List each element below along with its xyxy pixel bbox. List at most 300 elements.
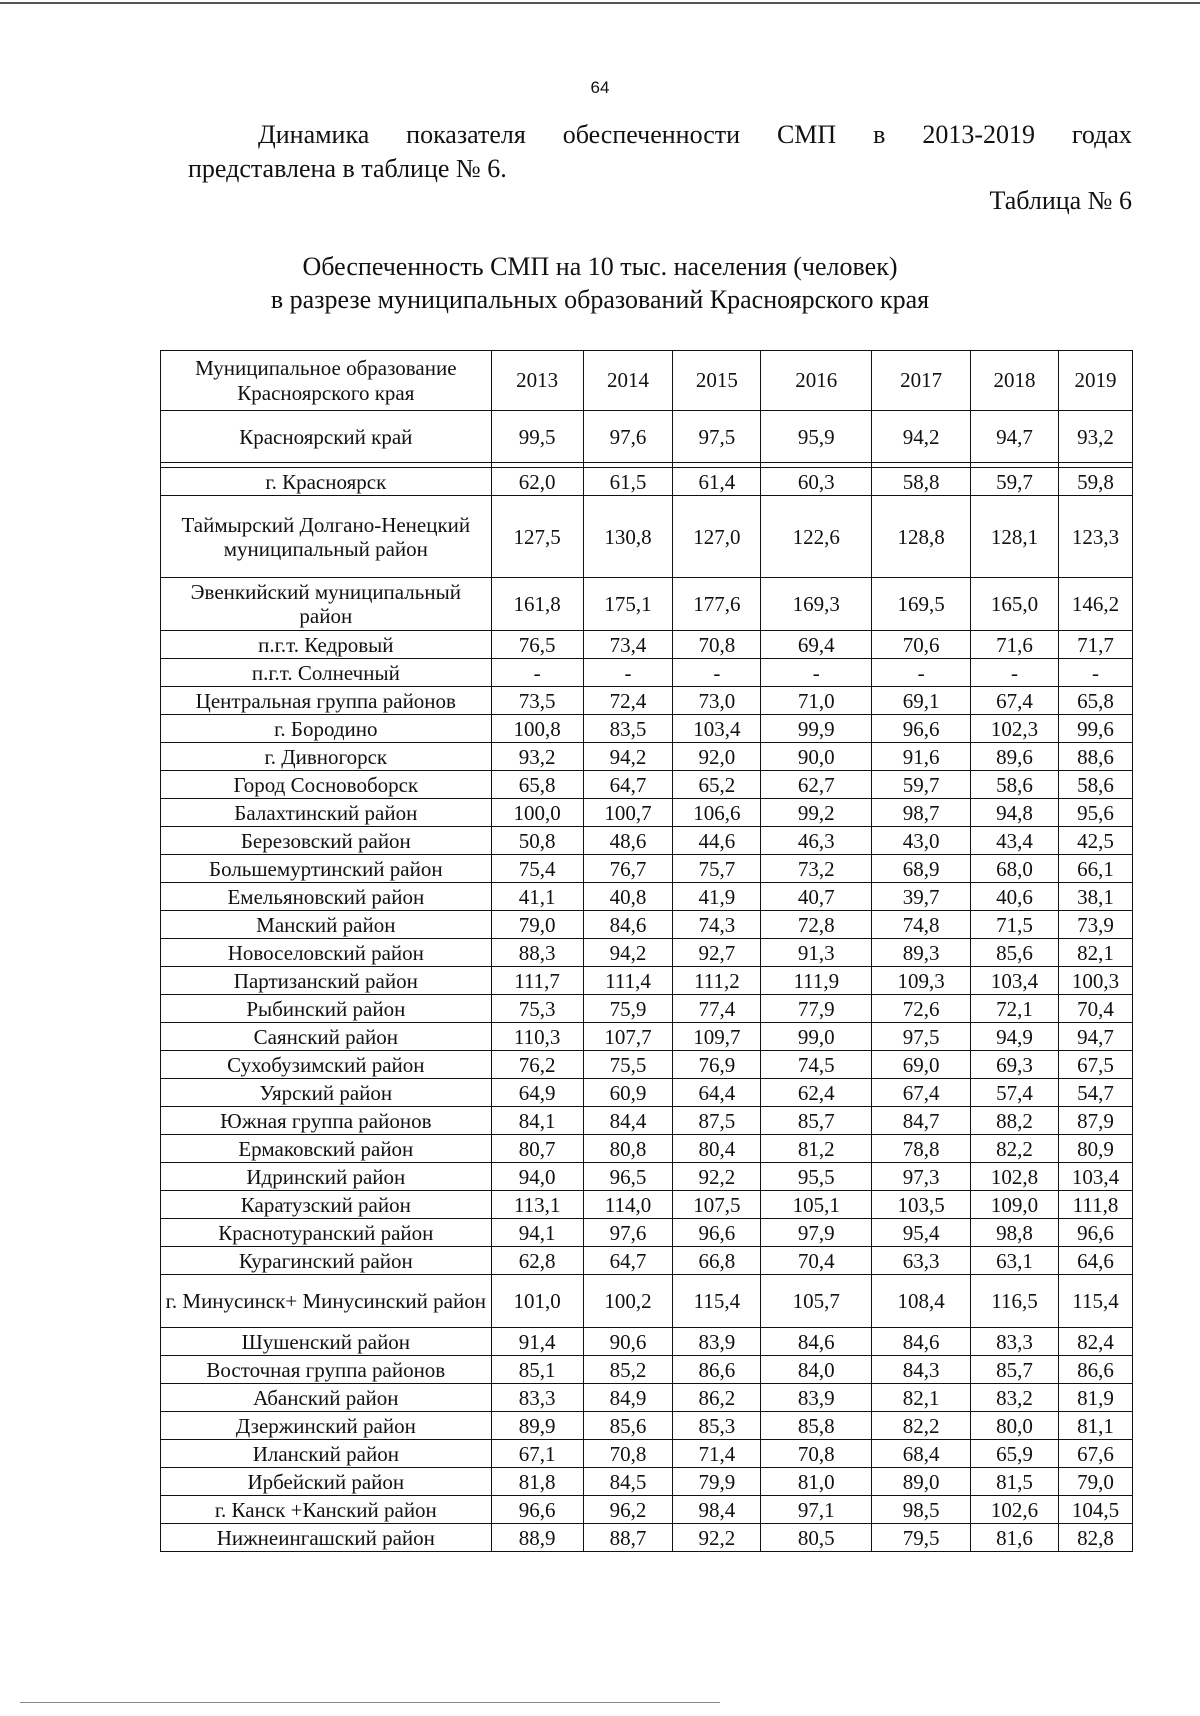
row-value: 70,8 <box>673 631 761 659</box>
table-row <box>161 687 1133 715</box>
row-name: Шушенский район <box>161 1328 492 1356</box>
row-value: 107,7 <box>583 1023 673 1051</box>
row-value: 93,2 <box>1059 411 1133 463</box>
header-year: 2016 <box>761 351 872 411</box>
row-value: 65,8 <box>1059 687 1133 715</box>
row-value: 84,7 <box>872 1107 971 1135</box>
row-value: 94,1 <box>491 1219 583 1247</box>
row-value: 111,9 <box>761 967 872 995</box>
row-value: 67,6 <box>1059 1440 1133 1468</box>
row-value: 91,3 <box>761 939 872 967</box>
row-value: 85,8 <box>761 1412 872 1440</box>
row-value: 123,3 <box>1059 496 1133 578</box>
row-name: Рыбинский район <box>161 995 492 1023</box>
row-value: 99,9 <box>761 715 872 743</box>
row-value: 77,9 <box>761 995 872 1023</box>
caption-line-1: Обеспеченность СМП на 10 тыс. населения (человек) <box>302 252 898 281</box>
row-value: 92,2 <box>673 1163 761 1191</box>
row-value: 85,3 <box>673 1412 761 1440</box>
row-value: 105,1 <box>761 1191 872 1219</box>
row-value: 41,1 <box>491 883 583 911</box>
row-value: 96,6 <box>673 1219 761 1247</box>
row-value: 74,5 <box>761 1051 872 1079</box>
row-value: 73,9 <box>1059 911 1133 939</box>
row-value: 39,7 <box>872 883 971 911</box>
table-row <box>161 827 1133 855</box>
row-value: 111,7 <box>491 967 583 995</box>
row-name: Иланский район <box>161 1440 492 1468</box>
row-value: 41,9 <box>673 883 761 911</box>
row-value: 79,5 <box>872 1524 971 1552</box>
row-value: 91,6 <box>872 743 971 771</box>
row-value: 78,8 <box>872 1135 971 1163</box>
header-year: 2013 <box>491 351 583 411</box>
row-value: 63,3 <box>872 1247 971 1275</box>
row-value: 98,4 <box>673 1496 761 1524</box>
row-name: Дзержинский район <box>161 1412 492 1440</box>
row-value: 83,9 <box>761 1384 872 1412</box>
table-row <box>161 967 1133 995</box>
row-value: 65,9 <box>971 1440 1059 1468</box>
row-value: 72,6 <box>872 995 971 1023</box>
row-value: 96,6 <box>491 1496 583 1524</box>
row-value: 85,7 <box>761 1107 872 1135</box>
row-value: 67,4 <box>872 1079 971 1107</box>
row-value: 98,7 <box>872 799 971 827</box>
table-row <box>161 743 1133 771</box>
row-value: 62,7 <box>761 771 872 799</box>
row-value: 68,4 <box>872 1440 971 1468</box>
row-value: 110,3 <box>491 1023 583 1051</box>
row-name: Идринский район <box>161 1163 492 1191</box>
row-value: 83,5 <box>583 715 673 743</box>
row-name: Большемуртинский район <box>161 855 492 883</box>
row-value: 83,9 <box>673 1328 761 1356</box>
row-name: Березовский район <box>161 827 492 855</box>
row-value: 100,8 <box>491 715 583 743</box>
row-value: 84,1 <box>491 1107 583 1135</box>
table-row <box>161 468 1133 496</box>
row-value: 62,4 <box>761 1079 872 1107</box>
row-value: 97,6 <box>583 411 673 463</box>
table-row <box>161 1440 1133 1468</box>
row-value: 69,1 <box>872 687 971 715</box>
row-name: п.г.т. Солнечный <box>161 659 492 687</box>
row-value: 102,8 <box>971 1163 1059 1191</box>
scan-top-border <box>0 2 1200 4</box>
row-name: Ермаковский район <box>161 1135 492 1163</box>
row-value: 75,7 <box>673 855 761 883</box>
row-value: 95,5 <box>761 1163 872 1191</box>
table-row <box>161 855 1133 883</box>
row-value: 58,8 <box>872 468 971 496</box>
row-value: 58,6 <box>971 771 1059 799</box>
row-value: 102,3 <box>971 715 1059 743</box>
row-value: 76,7 <box>583 855 673 883</box>
row-value: 95,6 <box>1059 799 1133 827</box>
row-value: 72,8 <box>761 911 872 939</box>
table-header <box>161 351 1133 411</box>
row-name: Балахтинский район <box>161 799 492 827</box>
row-value: 82,1 <box>1059 939 1133 967</box>
row-value: 79,9 <box>673 1468 761 1496</box>
row-value: 101,0 <box>491 1275 583 1328</box>
row-value: 71,7 <box>1059 631 1133 659</box>
row-value: 96,2 <box>583 1496 673 1524</box>
row-value: 74,8 <box>872 911 971 939</box>
row-value: 61,5 <box>583 468 673 496</box>
row-value: 80,0 <box>971 1412 1059 1440</box>
row-value: 67,4 <box>971 687 1059 715</box>
row-value: 113,1 <box>491 1191 583 1219</box>
row-value: 85,6 <box>583 1412 673 1440</box>
row-value: 59,7 <box>872 771 971 799</box>
row-value: 71,4 <box>673 1440 761 1468</box>
row-value: 169,5 <box>872 578 971 631</box>
row-value: 76,5 <box>491 631 583 659</box>
row-value: 63,1 <box>971 1247 1059 1275</box>
row-value: 68,0 <box>971 855 1059 883</box>
row-value: 103,4 <box>971 967 1059 995</box>
table-row <box>161 995 1133 1023</box>
header-year: 2018 <box>971 351 1059 411</box>
row-value: 95,9 <box>761 411 872 463</box>
row-name: г. Красноярск <box>161 468 492 496</box>
row-value: 109,7 <box>673 1023 761 1051</box>
row-name: г. Канск +Канский район <box>161 1496 492 1524</box>
row-value: 109,3 <box>872 967 971 995</box>
row-value: 73,2 <box>761 855 872 883</box>
table-row <box>161 771 1133 799</box>
row-value: 54,7 <box>1059 1079 1133 1107</box>
row-value: 94,7 <box>1059 1023 1133 1051</box>
intro-word: в <box>873 120 886 149</box>
scan-bottom-line <box>20 1702 720 1703</box>
row-value: 67,1 <box>491 1440 583 1468</box>
intro-word: годах <box>1071 120 1132 149</box>
row-value: 40,6 <box>971 883 1059 911</box>
row-value: 161,8 <box>491 578 583 631</box>
row-value: 76,9 <box>673 1051 761 1079</box>
row-value: 85,6 <box>971 939 1059 967</box>
row-name: Восточная группа районов <box>161 1356 492 1384</box>
row-value: 80,5 <box>761 1524 872 1552</box>
row-value: 80,4 <box>673 1135 761 1163</box>
row-value: 43,0 <box>872 827 971 855</box>
row-value: 64,9 <box>491 1079 583 1107</box>
row-name: Город Сосновоборск <box>161 771 492 799</box>
row-value: 103,4 <box>673 715 761 743</box>
row-value: 58,6 <box>1059 771 1133 799</box>
row-value: 69,0 <box>872 1051 971 1079</box>
row-value: 81,5 <box>971 1468 1059 1496</box>
row-name: Манский район <box>161 911 492 939</box>
row-value: 46,3 <box>761 827 872 855</box>
table-row <box>161 799 1133 827</box>
table-row <box>161 631 1133 659</box>
row-name: Каратузский район <box>161 1191 492 1219</box>
row-value: 73,4 <box>583 631 673 659</box>
table-row <box>161 1023 1133 1051</box>
row-value: 85,1 <box>491 1356 583 1384</box>
row-value: 73,5 <box>491 687 583 715</box>
table-row <box>161 1496 1133 1524</box>
row-value: 97,9 <box>761 1219 872 1247</box>
row-value: 177,6 <box>673 578 761 631</box>
row-value: 65,8 <box>491 771 583 799</box>
table-row <box>161 1384 1133 1412</box>
table-row <box>161 883 1133 911</box>
row-value: 88,3 <box>491 939 583 967</box>
row-value: 82,2 <box>971 1135 1059 1163</box>
row-value: 88,2 <box>971 1107 1059 1135</box>
row-value: 70,4 <box>1059 995 1133 1023</box>
row-value: 122,6 <box>761 496 872 578</box>
row-value: 85,2 <box>583 1356 673 1384</box>
row-value: 99,6 <box>1059 715 1133 743</box>
intro-word: обеспеченности <box>562 120 741 149</box>
row-value: 70,6 <box>872 631 971 659</box>
row-value: 67,5 <box>1059 1051 1133 1079</box>
row-value: 102,6 <box>971 1496 1059 1524</box>
row-value: - <box>761 659 872 687</box>
row-value: 100,7 <box>583 799 673 827</box>
row-value: 97,5 <box>673 411 761 463</box>
row-value: 100,3 <box>1059 967 1133 995</box>
table-row <box>161 411 1133 463</box>
row-name: Эвенкийский муниципальный район <box>161 578 492 631</box>
row-value: 92,7 <box>673 939 761 967</box>
row-value: - <box>491 659 583 687</box>
row-value: 99,5 <box>491 411 583 463</box>
table-row <box>161 1524 1133 1552</box>
row-name: п.г.т. Кедровый <box>161 631 492 659</box>
row-value: 103,5 <box>872 1191 971 1219</box>
row-value: 97,1 <box>761 1496 872 1524</box>
row-value: 96,6 <box>872 715 971 743</box>
table-row <box>161 1107 1133 1135</box>
row-name: г. Бородино <box>161 715 492 743</box>
row-value: 99,0 <box>761 1023 872 1051</box>
row-value: 116,5 <box>971 1275 1059 1328</box>
table-row <box>161 1051 1133 1079</box>
row-name: Краснотуранский район <box>161 1219 492 1247</box>
row-value: 70,8 <box>583 1440 673 1468</box>
row-value: 69,3 <box>971 1051 1059 1079</box>
row-value: 72,1 <box>971 995 1059 1023</box>
header-name: Муниципальное образование Красноярского края <box>161 351 492 411</box>
intro-word: СМП <box>776 120 837 149</box>
row-name: Емельяновский район <box>161 883 492 911</box>
table-row <box>161 1356 1133 1384</box>
row-value: 66,8 <box>673 1247 761 1275</box>
row-value: 70,4 <box>761 1247 872 1275</box>
row-value: 89,0 <box>872 1468 971 1496</box>
row-value: 86,6 <box>1059 1356 1133 1384</box>
row-value: 88,9 <box>491 1524 583 1552</box>
row-value: 66,1 <box>1059 855 1133 883</box>
row-value: 83,2 <box>971 1384 1059 1412</box>
row-value: 62,0 <box>491 468 583 496</box>
row-value: 89,6 <box>971 743 1059 771</box>
row-value: 98,8 <box>971 1219 1059 1247</box>
row-value: 57,4 <box>971 1079 1059 1107</box>
row-name: Центральная группа районов <box>161 687 492 715</box>
row-value: 83,3 <box>971 1328 1059 1356</box>
row-value: 81,1 <box>1059 1412 1133 1440</box>
row-value: 96,6 <box>1059 1219 1133 1247</box>
row-value: 71,5 <box>971 911 1059 939</box>
row-value: 81,2 <box>761 1135 872 1163</box>
row-value: 86,2 <box>673 1384 761 1412</box>
row-value: 94,9 <box>971 1023 1059 1051</box>
page-number: 64 <box>590 78 610 97</box>
row-name: Абанский район <box>161 1384 492 1412</box>
row-value: 128,1 <box>971 496 1059 578</box>
data-table <box>160 350 1133 1552</box>
row-name: Партизанский район <box>161 967 492 995</box>
row-name: Новоселовский район <box>161 939 492 967</box>
row-value: 70,8 <box>761 1440 872 1468</box>
row-value: 48,6 <box>583 827 673 855</box>
row-value: 64,7 <box>583 1247 673 1275</box>
row-value: 81,0 <box>761 1468 872 1496</box>
table-row <box>161 1163 1133 1191</box>
table-row <box>161 578 1133 631</box>
row-value: 86,6 <box>673 1356 761 1384</box>
row-value: - <box>583 659 673 687</box>
row-value: 60,9 <box>583 1079 673 1107</box>
row-value: 50,8 <box>491 827 583 855</box>
row-value: 114,0 <box>583 1191 673 1219</box>
table-row <box>161 1247 1133 1275</box>
row-value: 169,3 <box>761 578 872 631</box>
row-value: 97,3 <box>872 1163 971 1191</box>
row-value: 81,6 <box>971 1524 1059 1552</box>
row-value: 100,0 <box>491 799 583 827</box>
row-value: 90,6 <box>583 1328 673 1356</box>
row-name: г. Дивногорск <box>161 743 492 771</box>
row-value: 94,7 <box>971 411 1059 463</box>
table-row <box>161 1219 1133 1247</box>
table-row <box>161 496 1133 578</box>
row-value: 81,9 <box>1059 1384 1133 1412</box>
row-value: 40,7 <box>761 883 872 911</box>
header-year: 2019 <box>1059 351 1133 411</box>
row-value: 146,2 <box>1059 578 1133 631</box>
table-row <box>161 1135 1133 1163</box>
row-value: 43,4 <box>971 827 1059 855</box>
row-value: 105,7 <box>761 1275 872 1328</box>
row-value: - <box>673 659 761 687</box>
row-value: 75,9 <box>583 995 673 1023</box>
row-name: Уярский район <box>161 1079 492 1107</box>
row-value: 94,0 <box>491 1163 583 1191</box>
row-name: Сухобузимский район <box>161 1051 492 1079</box>
row-value: 94,2 <box>872 411 971 463</box>
row-value: 76,2 <box>491 1051 583 1079</box>
row-value: 44,6 <box>673 827 761 855</box>
row-value: 60,3 <box>761 468 872 496</box>
row-value: 111,8 <box>1059 1191 1133 1219</box>
row-name: Таймырский Долгано-Ненецкий муниципальный район <box>161 496 492 578</box>
row-value: 65,2 <box>673 771 761 799</box>
row-value: 92,2 <box>673 1524 761 1552</box>
row-value: 92,0 <box>673 743 761 771</box>
row-value: 130,8 <box>583 496 673 578</box>
table-row <box>161 1412 1133 1440</box>
row-value: 75,4 <box>491 855 583 883</box>
row-value: 62,8 <box>491 1247 583 1275</box>
table-row <box>161 1079 1133 1107</box>
row-value: 91,4 <box>491 1328 583 1356</box>
row-value: 127,5 <box>491 496 583 578</box>
row-value: 59,8 <box>1059 468 1133 496</box>
table-row <box>161 1275 1133 1328</box>
row-value: 107,5 <box>673 1191 761 1219</box>
row-value: 175,1 <box>583 578 673 631</box>
intro-line-2: представлена в таблице № 6. <box>188 154 507 183</box>
row-name: Саянский район <box>161 1023 492 1051</box>
row-value: 108,4 <box>872 1275 971 1328</box>
row-value: 95,4 <box>872 1219 971 1247</box>
row-name: Курагинский район <box>161 1247 492 1275</box>
row-value: 89,3 <box>872 939 971 967</box>
row-value: 93,2 <box>491 743 583 771</box>
row-value: 84,6 <box>761 1328 872 1356</box>
caption-line-2: в разрезе муниципальных образований Красноярского края <box>270 285 930 314</box>
table-row <box>161 911 1133 939</box>
row-value: 94,2 <box>583 743 673 771</box>
row-value: 104,5 <box>1059 1496 1133 1524</box>
table-row <box>161 715 1133 743</box>
table-caption <box>0 250 1200 316</box>
row-value: 72,4 <box>583 687 673 715</box>
row-value: 115,4 <box>673 1275 761 1328</box>
table-body <box>161 411 1133 1552</box>
row-value: 87,5 <box>673 1107 761 1135</box>
row-value: 75,5 <box>583 1051 673 1079</box>
row-value: 80,7 <box>491 1135 583 1163</box>
row-value: 84,3 <box>872 1356 971 1384</box>
row-value: 79,0 <box>491 911 583 939</box>
intro-paragraph <box>188 118 1132 186</box>
row-value: 64,6 <box>1059 1247 1133 1275</box>
row-value: 88,7 <box>583 1524 673 1552</box>
row-value: 69,4 <box>761 631 872 659</box>
row-value: 90,0 <box>761 743 872 771</box>
row-value: 84,6 <box>583 911 673 939</box>
row-value: 68,9 <box>872 855 971 883</box>
row-value: - <box>971 659 1059 687</box>
row-value: 83,3 <box>491 1384 583 1412</box>
row-value: 80,9 <box>1059 1135 1133 1163</box>
header-row <box>161 351 1133 411</box>
row-name: Южная группа районов <box>161 1107 492 1135</box>
intro-line-1 <box>188 118 1132 152</box>
row-value: 96,5 <box>583 1163 673 1191</box>
row-value: 115,4 <box>1059 1275 1133 1328</box>
row-name: Ирбейский район <box>161 1468 492 1496</box>
row-value: - <box>872 659 971 687</box>
row-value: 88,6 <box>1059 743 1133 771</box>
row-value: 85,7 <box>971 1356 1059 1384</box>
row-value: 127,0 <box>673 496 761 578</box>
table-row <box>161 939 1133 967</box>
row-value: 64,7 <box>583 771 673 799</box>
header-year: 2014 <box>583 351 673 411</box>
row-value: 38,1 <box>1059 883 1133 911</box>
